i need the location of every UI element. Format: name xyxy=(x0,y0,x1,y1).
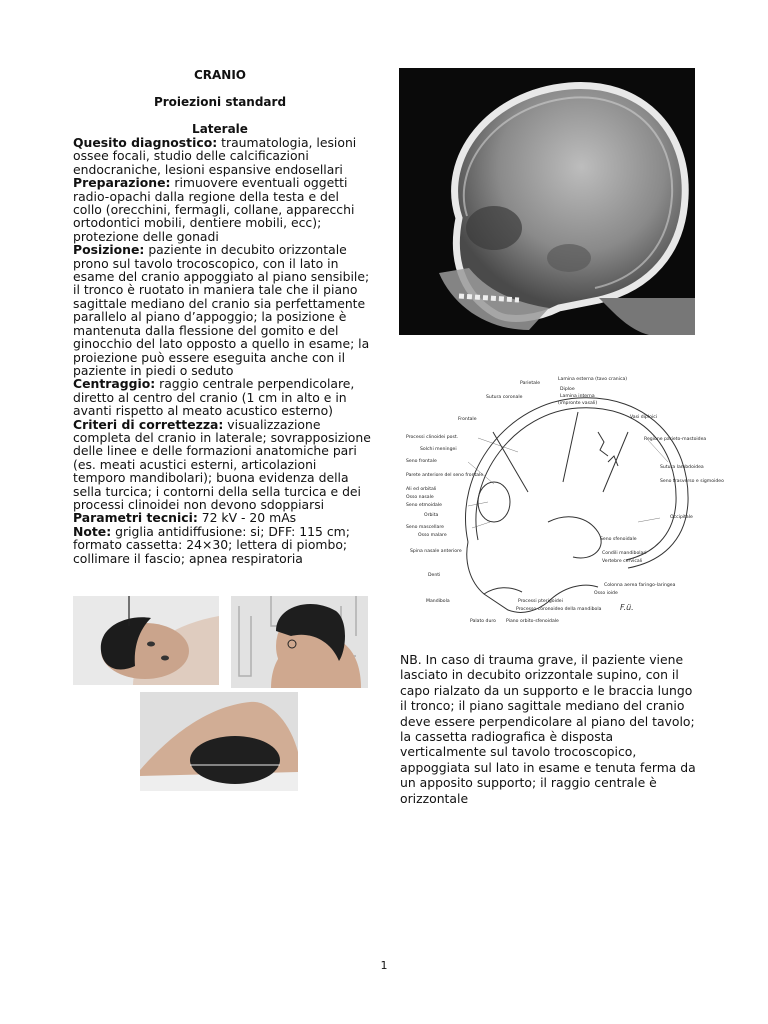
field-value: paziente in decubito orizzontale prono sul tavolo trocoscopico, con il lato in esame del cranio appoggiato al piano sensibile; il tronco è ruotato in maniera tale che il piano sagittale mediano del cranio sia perfettamente parallelo al piano d’appoggio; la posizione è mantenuta dalla flessione del gomito e del ginocchio del lato opposto a quello in esame; la proiezione può essere eseguita anche con il paziente in piedi o seduto xyxy=(73,242,370,378)
field-posizione xyxy=(73,243,371,377)
section-title: Proiezioni standard xyxy=(153,95,287,109)
label-mandibola: Mandibola xyxy=(426,599,450,604)
page-number: 1 xyxy=(380,959,388,972)
label-diploe: Diploe xyxy=(560,387,575,392)
field-label: Centraggio: xyxy=(73,376,156,392)
label-parete: Parete anteriore del seno frontale xyxy=(406,473,484,478)
label-palato-duro: Palato duro xyxy=(470,619,496,624)
label-impronte: (impronte vasali) xyxy=(558,401,598,406)
field-label: Parametri tecnici: xyxy=(73,510,198,526)
label-osso-nasale: Osso nasale xyxy=(406,495,434,500)
label-osso-ioide: Osso ioide xyxy=(594,591,618,596)
field-quesito xyxy=(73,136,371,176)
photo2-drawing xyxy=(231,596,368,688)
photo1-drawing xyxy=(73,596,219,685)
field-label: Posizione: xyxy=(73,242,145,258)
label-seno-mascellare: Seno mascellare xyxy=(406,525,444,530)
label-processi-clinoidi: Processi clinoidei post. xyxy=(406,435,459,440)
nb-note: NB. In caso di trauma grave, il paziente viene lasciato in decubito orizzontale supino, con il capo rialzato da un supporto e le braccia lungo il tronco; il piano sagittale mediano del cranio deve essere perpendicolare al piano del tavolo; la cassetta radiografica è disposta verticalmente sul tavolo trocoscopico, appoggiata sul lato in esame e tenuta ferma da un apposito supporto; il raggio centrale è orizzontale xyxy=(400,652,696,806)
skull-anatomy-diagram xyxy=(398,372,724,624)
page-title: CRANIO xyxy=(193,68,247,82)
field-note xyxy=(73,525,371,565)
label-sutura-lambdoidea: Sutura lambdoidea xyxy=(660,465,704,470)
field-parametri xyxy=(73,511,371,524)
label-lamina-interna: Lamina interna xyxy=(560,394,595,399)
label-denti: Denti xyxy=(428,573,441,578)
label-occipitale: Occipitale xyxy=(670,515,693,520)
label-processo-coronoideo: Processo coronoideo della mandibola xyxy=(516,607,602,612)
label-piano-orbito: Piano orbito-sfenoidale xyxy=(506,619,559,624)
diagram-signature: F.ü. xyxy=(620,603,634,612)
diagram-drawing xyxy=(398,372,724,624)
field-value: visualizzazione completa del cranio in laterale; sovrapposizione delle linee e delle formazioni anatomiche pari (es. meati acustici esterni, articolazioni temporo mandibolari); buona evidenza della sella turcica; i contorni della sella turcica e dei processi clinoidei non devono sdoppiarsi xyxy=(73,416,371,512)
field-value: griglia antidiffusione: si; DFF: 115 cm; formato cassetta: 24×30; lettera di piombo; collimare il fascio; apnea respiratoria xyxy=(73,523,350,566)
patient-position-photo-2 xyxy=(231,596,368,688)
field-criteri xyxy=(73,418,371,512)
label-vasi-diploici: Vasi diploici xyxy=(630,415,658,420)
field-label: Note: xyxy=(73,523,112,539)
label-sutura-coronale: Sutura coronale xyxy=(486,395,523,400)
field-label: Quesito diagnostico: xyxy=(73,135,218,150)
label-spina-nasale: Spina nasale anteriore xyxy=(410,549,462,554)
label-seno-trasverso: Seno trasverso e sigmoideo xyxy=(660,479,724,484)
label-seno-frontale: Seno frontale xyxy=(406,459,437,464)
label-orbita: Orbita xyxy=(424,513,439,518)
field-label: Preparazione: xyxy=(73,175,171,191)
label-seno-etmoidale: Seno etmoidale xyxy=(406,503,442,508)
label-condili: Condili mandibolari xyxy=(602,551,647,556)
label-parietale: Parietale xyxy=(520,381,541,386)
field-centraggio xyxy=(73,377,371,417)
field-label: Criteri di correttezza: xyxy=(73,416,224,432)
field-value: raggio centrale perpendicolare, diretto al centro del cranio (1 cm in alto e in avanti rispetto al meato acustico esterno) xyxy=(73,376,355,419)
label-processi-pterigoidei: Processi pterigoidei xyxy=(518,599,563,604)
label-frontale: Frontale xyxy=(458,417,477,422)
photo3-drawing xyxy=(140,692,298,791)
field-value: traumatologia, lesioni ossee focali, studio delle calcificazioni endocraniche, lesioni espansive endosellari xyxy=(73,135,357,177)
label-ali: Ali ed orbitali xyxy=(406,487,437,492)
label-solchi: Solchi meningei xyxy=(420,447,457,452)
field-value: 72 kV - 20 mAs xyxy=(197,510,297,526)
label-colonna: Colonna aerea faringo-laringea xyxy=(604,583,676,588)
patient-position-photo-1 xyxy=(73,596,219,685)
field-value: rimuovere eventuali oggetti radio-opachi dalla regione della testa e del collo (orecchini, fermagli, collane, apparecchi ortodontici mobili, dentiere mobili, ecc); protezione delle gonadi xyxy=(73,175,355,244)
procedure-text xyxy=(73,136,371,565)
label-vertebre: Vertebre cervicali xyxy=(602,559,643,564)
label-osso-malare: Osso malare xyxy=(418,533,447,538)
xray-drawing xyxy=(399,68,695,335)
subsection-title: Laterale xyxy=(192,122,248,136)
patient-position-photo-3 xyxy=(140,692,298,791)
skull-xray-image xyxy=(399,68,695,335)
label-regione-parieto: Regione parieto-mastoidea xyxy=(644,437,707,442)
label-lamina-esterna: Lamina esterna (tavo cranica) xyxy=(558,377,628,382)
label-seno-sfenoidale: Seno sfenoidale xyxy=(600,537,637,542)
field-preparazione xyxy=(73,176,371,243)
